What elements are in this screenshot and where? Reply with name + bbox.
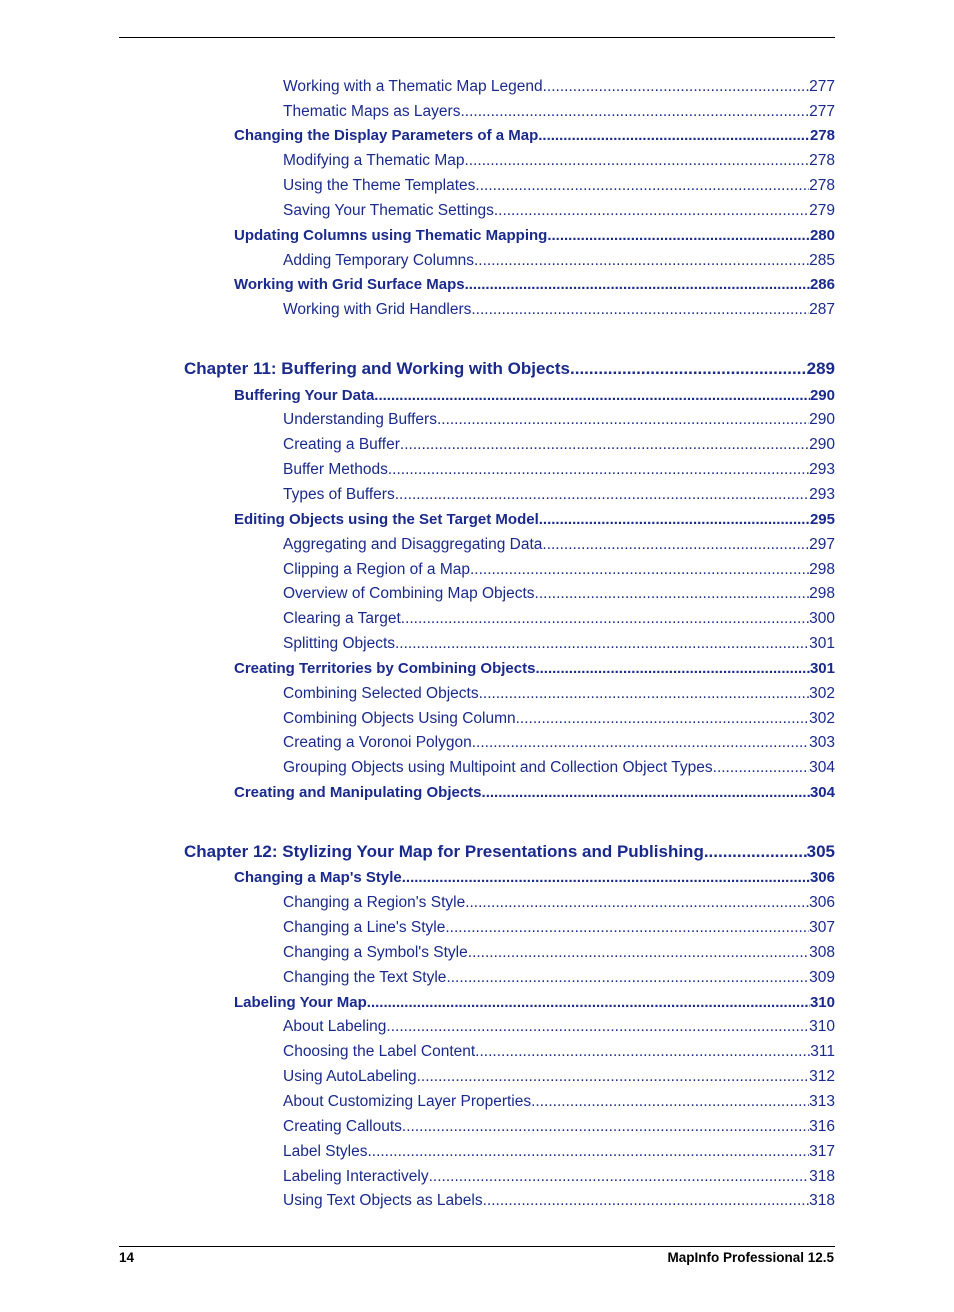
toc-dot-leader: [704, 842, 807, 862]
toc-section-entry[interactable]: [234, 660, 835, 680]
toc-section-entry[interactable]: [234, 511, 835, 531]
toc-entry-title: Saving Your Thematic Settings: [283, 202, 494, 219]
toc-dot-leader: [474, 252, 809, 270]
toc-page-number: 300: [809, 610, 835, 627]
toc-dot-leader: [402, 869, 810, 886]
toc-entry-title: Types of Buffers: [283, 486, 395, 503]
toc-entry-title: Creating Callouts: [283, 1118, 402, 1135]
product-name: MapInfo Professional 12.5: [667, 1250, 834, 1265]
toc-entry-title: Combining Objects Using Column: [283, 710, 516, 727]
toc-entry-title: Using Text Objects as Labels: [283, 1192, 483, 1209]
page-number: 14: [119, 1250, 135, 1265]
toc-page-number: 307: [809, 919, 835, 936]
toc-page-number: 280: [809, 227, 835, 244]
toc-entry-title: Adding Temporary Columns: [283, 252, 474, 269]
toc-dot-leader: [460, 103, 809, 121]
toc-page-number: 277: [809, 78, 835, 95]
toc-subsection-entry[interactable]: [283, 1093, 835, 1113]
toc-subsection-entry[interactable]: [283, 610, 835, 630]
toc-page-number: 310: [809, 994, 835, 1011]
toc-dot-leader: [367, 994, 810, 1011]
toc-subsection-entry[interactable]: [283, 585, 835, 605]
toc-entry-title: Chapter 12: Stylizing Your Map for Presentations and Publishing: [184, 842, 704, 861]
toc-subsection-entry[interactable]: [283, 561, 835, 581]
toc-entry-title: Working with Grid Handlers: [283, 301, 472, 318]
toc-entry-title: Creating a Buffer: [283, 436, 400, 453]
toc-entry-title: Changing a Symbol's Style: [283, 944, 468, 961]
toc-page-number: 306: [809, 894, 835, 911]
toc-subsection-entry[interactable]: [283, 969, 835, 989]
toc-subsection-entry[interactable]: [283, 635, 835, 655]
toc-dot-leader: [479, 685, 810, 703]
toc-subsection-entry[interactable]: [283, 252, 835, 272]
toc-page-number: 311: [810, 1043, 835, 1060]
toc-entry-title: Clipping a Region of a Map: [283, 561, 470, 578]
toc-subsection-entry[interactable]: [283, 734, 835, 754]
toc-page-number: 298: [809, 561, 835, 578]
toc-entry-title: Changing a Map's Style: [234, 869, 402, 886]
toc-page-number: 310: [809, 1018, 835, 1035]
toc-dot-leader: [535, 660, 810, 677]
toc-dot-leader: [468, 944, 809, 962]
toc-page-number: 303: [809, 734, 835, 751]
toc-dot-leader: [386, 1018, 809, 1036]
toc-entry-title: Working with a Thematic Map Legend: [283, 78, 543, 95]
toc-entry-title: Buffer Methods: [283, 461, 388, 478]
toc-dot-leader: [543, 78, 810, 96]
toc-dot-leader: [445, 919, 809, 937]
toc-entry-title: About Customizing Layer Properties: [283, 1093, 532, 1110]
toc-entry-title: Modifying a Thematic Map: [283, 152, 465, 169]
toc-entry-title: Updating Columns using Thematic Mapping: [234, 227, 548, 244]
toc-dot-leader: [516, 710, 810, 728]
toc-page-number: 287: [809, 301, 835, 318]
toc-entry-title: Creating a Voronoi Polygon: [283, 734, 472, 751]
toc-dot-leader: [531, 1093, 809, 1111]
toc-entry-title: Understanding Buffers: [283, 411, 437, 428]
toc-page-number: 290: [809, 436, 835, 453]
toc-entry-title: About Labeling: [283, 1018, 387, 1035]
toc-page-number: 301: [809, 635, 835, 652]
toc-page-number: 279: [809, 202, 835, 219]
toc-dot-leader: [547, 227, 810, 244]
toc-dot-leader: [465, 894, 809, 912]
toc-dot-leader: [713, 759, 809, 777]
toc-page-number: 305: [806, 842, 835, 861]
toc-subsection-entry[interactable]: [283, 1192, 835, 1212]
toc-page-number: 306: [809, 869, 835, 886]
toc-subsection-entry[interactable]: [283, 78, 835, 98]
toc-section-entry[interactable]: [234, 387, 835, 407]
toc-dot-leader: [395, 486, 809, 504]
toc-page-number: 277: [809, 103, 835, 120]
toc-page-number: 290: [809, 411, 835, 428]
toc-page-number: 293: [809, 486, 835, 503]
toc-entry-title: Labeling Your Map: [234, 994, 367, 1011]
toc-entry-title: Choosing the Label Content: [283, 1043, 476, 1060]
toc-subsection-entry[interactable]: [283, 486, 835, 506]
toc-page-number: 301: [809, 660, 835, 677]
toc-page-number: 286: [809, 276, 835, 293]
toc-dot-leader: [465, 152, 810, 170]
toc-page-number: 278: [809, 152, 835, 169]
toc-page-number: 309: [809, 969, 835, 986]
toc-subsection-entry[interactable]: [283, 919, 835, 939]
toc-section-entry[interactable]: [234, 276, 835, 296]
toc-subsection-entry[interactable]: [283, 944, 835, 964]
toc-dot-leader: [470, 561, 809, 579]
toc-section-entry[interactable]: [234, 227, 835, 247]
toc-entry-title: Overview of Combining Map Objects: [283, 585, 535, 602]
toc-dot-leader: [446, 969, 809, 987]
toc-dot-leader: [401, 610, 809, 628]
toc-entry-title: Chapter 11: Buffering and Working with Objects: [184, 359, 571, 378]
toc-entry-title: Changing the Display Parameters of a Map: [234, 127, 539, 144]
toc-page-number: 317: [809, 1143, 835, 1160]
toc-page-number: 278: [809, 177, 835, 194]
toc-subsection-entry[interactable]: [283, 1043, 835, 1063]
toc-page-number: 318: [809, 1168, 835, 1185]
toc-entry-title: Editing Objects using the Set Target Model: [234, 511, 539, 528]
toc-section-entry[interactable]: [234, 994, 835, 1014]
toc-dot-leader: [400, 436, 809, 454]
toc-subsection-entry[interactable]: [283, 1068, 835, 1088]
toc-page-number: 298: [809, 585, 835, 602]
toc-dot-leader: [417, 1068, 810, 1086]
toc-dot-leader: [494, 202, 809, 220]
toc-dot-leader: [472, 734, 809, 752]
toc-dot-leader: [437, 411, 809, 429]
header-rule: [119, 37, 835, 38]
toc-entry-title: Buffering Your Data: [234, 387, 375, 404]
toc-entry-title: Changing a Line's Style: [283, 919, 446, 936]
toc-entry-title: Thematic Maps as Layers: [283, 103, 461, 120]
toc-dot-leader: [367, 1143, 809, 1161]
toc-subsection-entry[interactable]: [283, 436, 835, 456]
toc-entry-title: Changing the Text Style: [283, 969, 447, 986]
toc-subsection-entry[interactable]: [283, 1143, 835, 1163]
toc-dot-leader: [402, 1118, 809, 1136]
toc-page-number: 302: [809, 685, 835, 702]
toc-entry-title: Clearing a Target: [283, 610, 401, 627]
toc-section-entry[interactable]: [234, 869, 835, 889]
toc-entry-title: Label Styles: [283, 1143, 368, 1160]
toc-entry-title: Changing a Region's Style: [283, 894, 466, 911]
toc-subsection-entry[interactable]: [283, 1168, 835, 1188]
toc-subsection-entry[interactable]: [283, 103, 835, 123]
toc-page-number: 278: [809, 127, 835, 144]
toc-page-number: 297: [809, 536, 835, 553]
toc-dot-leader: [482, 784, 810, 801]
toc-page-number: 304: [809, 759, 835, 776]
toc-dot-leader: [374, 387, 810, 404]
toc-entry-title: Using AutoLabeling: [283, 1068, 417, 1085]
toc-subsection-entry[interactable]: [283, 710, 835, 730]
toc-dot-leader: [388, 461, 809, 479]
toc-entry-title: Using the Theme Templates: [283, 177, 476, 194]
toc-entry-title: Aggregating and Disaggregating Data: [283, 536, 543, 553]
toc-page-number: 316: [809, 1118, 835, 1135]
toc-dot-leader: [465, 276, 810, 293]
toc-page-number: 318: [809, 1192, 835, 1209]
toc-entry-title: Creating and Manipulating Objects: [234, 784, 482, 801]
toc-chapter-entry[interactable]: [184, 842, 835, 864]
toc-page-number: 293: [809, 461, 835, 478]
toc-section-entry[interactable]: [234, 127, 835, 147]
toc-chapter-entry[interactable]: [184, 359, 835, 381]
toc-page-number: 295: [809, 511, 835, 528]
toc-section-entry[interactable]: [234, 784, 835, 804]
toc-subsection-entry[interactable]: [283, 1018, 835, 1038]
toc-subsection-entry[interactable]: [283, 202, 835, 222]
toc-page-number: 290: [809, 387, 835, 404]
toc-subsection-entry[interactable]: [283, 152, 835, 172]
toc-subsection-entry[interactable]: [283, 759, 835, 779]
toc-subsection-entry[interactable]: [283, 536, 835, 556]
toc-page-number: 313: [809, 1093, 835, 1110]
toc-dot-leader: [570, 359, 807, 379]
toc-page-number: 285: [809, 252, 835, 269]
toc-entry-title: Splitting Objects: [283, 635, 395, 652]
toc-dot-leader: [535, 585, 810, 603]
toc-subsection-entry[interactable]: [283, 685, 835, 705]
toc-dot-leader: [483, 1192, 810, 1210]
toc-subsection-entry[interactable]: [283, 301, 835, 321]
toc-page-number: 312: [809, 1068, 835, 1085]
footer-rule: [119, 1246, 835, 1247]
toc-entry-title: Combining Selected Objects: [283, 685, 479, 702]
toc-page-number: 289: [806, 359, 835, 378]
toc-dot-leader: [471, 301, 809, 319]
toc-dot-leader: [539, 511, 810, 528]
toc-dot-leader: [429, 1168, 810, 1186]
toc-entry-title: Labeling Interactively: [283, 1168, 429, 1185]
toc-page-number: 304: [809, 784, 835, 801]
toc-dot-leader: [538, 127, 810, 144]
toc-dot-leader: [475, 177, 809, 195]
toc-dot-leader: [542, 536, 809, 554]
toc-entry-title: Creating Territories by Combining Objects: [234, 660, 536, 677]
toc-page-number: 302: [809, 710, 835, 727]
toc-subsection-entry[interactable]: [283, 461, 835, 481]
toc-subsection-entry[interactable]: [283, 1118, 835, 1138]
toc-subsection-entry[interactable]: [283, 411, 835, 431]
toc-entry-title: Grouping Objects using Multipoint and Collection Object Types: [283, 759, 713, 776]
toc-subsection-entry[interactable]: [283, 177, 835, 197]
toc-subsection-entry[interactable]: [283, 894, 835, 914]
toc-dot-leader: [475, 1043, 810, 1061]
toc-dot-leader: [395, 635, 809, 653]
toc-entry-title: Working with Grid Surface Maps: [234, 276, 465, 293]
toc-page-number: 308: [809, 944, 835, 961]
